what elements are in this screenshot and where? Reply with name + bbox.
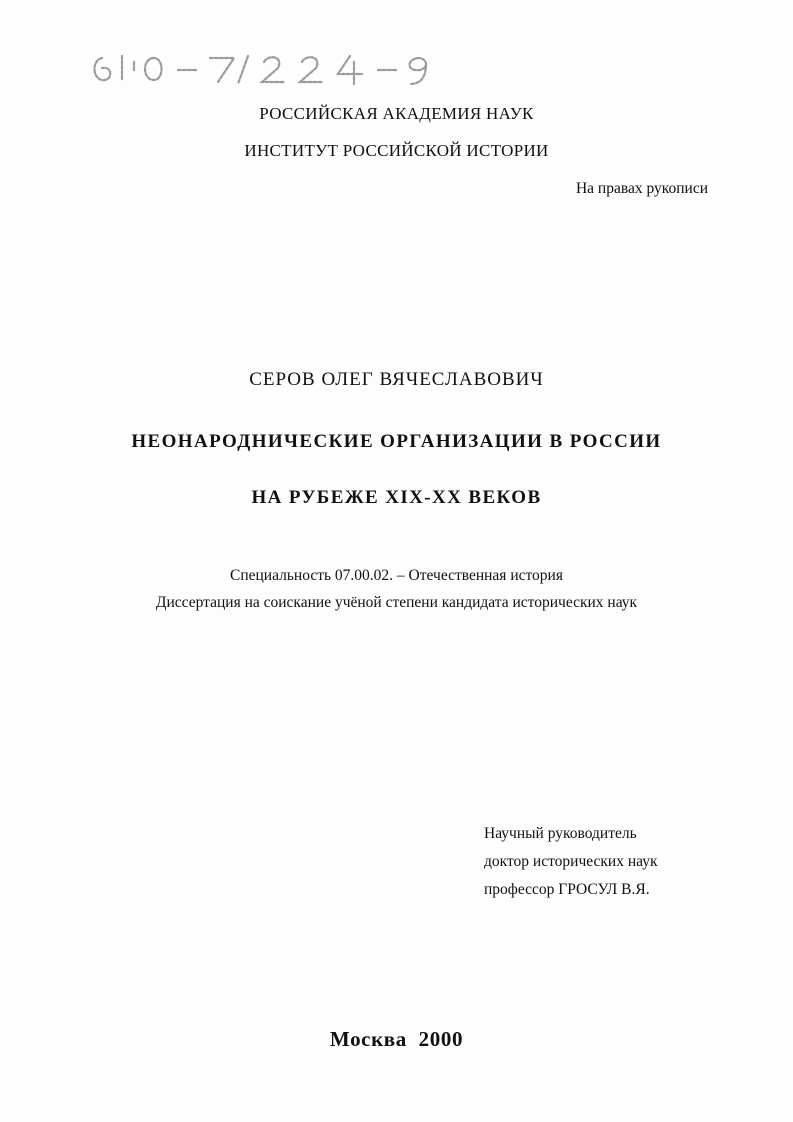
academy-name: РОССИЙСКАЯ АКАДЕМИЯ НАУК: [259, 104, 534, 123]
dissertation-title-line-1: НЕОНАРОДНИЧЕСКИЕ ОРГАНИЗАЦИИ В РОССИИ: [131, 431, 662, 452]
handwritten-archive-number: [88, 48, 438, 96]
author-name: СЕРОВ ОЛЕГ ВЯЧЕСЛАВОВИЧ: [249, 369, 544, 390]
degree-line: Диссертация на соискание учёной степени кандидата исторических наук: [155, 594, 638, 611]
supervisor-degree: доктор исторических наук: [484, 853, 658, 870]
institute-name: ИНСТИТУТ РОССИЙСКОЙ ИСТОРИИ: [244, 141, 549, 160]
dissertation-title-line-2: НА РУБЕЖЕ XIX-XX ВЕКОВ: [251, 487, 542, 508]
specialty-line: Специальность 07.00.02. – Отечественная история: [229, 567, 563, 584]
city-and-year: Москва 2000: [329, 1027, 464, 1051]
manuscript-rights-note: На правах рукописи: [575, 180, 708, 197]
supervisor-name: профессор ГРОСУЛ В.Я.: [484, 881, 650, 898]
supervisor-role: Научный руководитель: [484, 825, 637, 842]
